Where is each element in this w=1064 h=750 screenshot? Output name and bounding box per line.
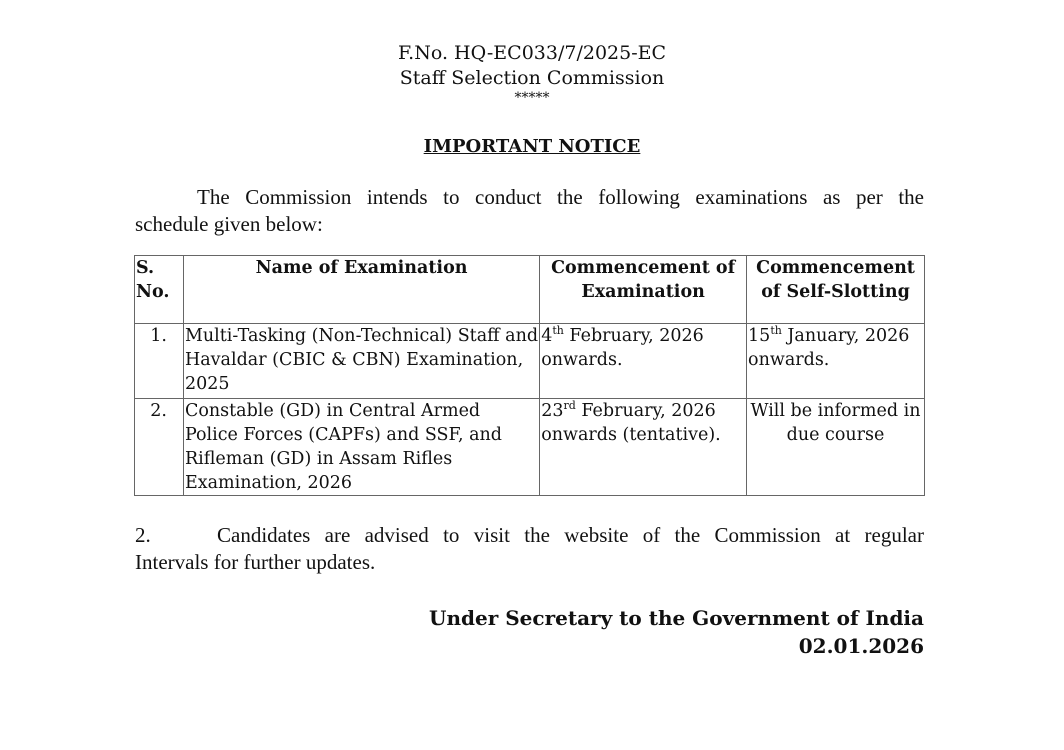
row-sno: 1. [135,324,184,399]
row-exam-name: Constable (GD) in Central Armed Police Forces (CAPFs) and SSF, and Rifleman (GD) in Assam Rifles Examination, 2026 [183,399,539,496]
header-self-slotting: Commencement of Self-Slotting [747,256,925,324]
exam-schedule-table [134,255,925,496]
file-number: F.No. HQ-EC033/7/2025-EC [397,42,667,64]
advisory-paragraph [135,522,924,576]
organization-name: Staff Selection Commission [399,67,665,89]
intro-paragraph [135,184,924,238]
row-exam-commencement: 4th February, 2026 onwards. [540,324,747,399]
signatory-designation: Under Secretary to the Government of India [429,606,924,630]
row-self-slotting: Will be informed in due course [747,399,925,496]
separator: ***** [514,90,550,106]
table-header-row [135,256,925,324]
row-sno: 2. [135,399,184,496]
header-exam-name: Name of Examination [183,256,539,324]
header-exam-commencement: Commencement of Examination [540,256,747,324]
table-row [135,324,925,399]
advisory-line-2: Intervals for further updates. [135,550,376,574]
intro-line-1: The Commission intends to conduct the following examinations as per the [197,185,924,209]
notice-title [0,136,1064,157]
notice-title-text: IMPORTANT NOTICE [423,136,641,157]
row-exam-commencement: 23rd February, 2026 onwards (tentative). [540,399,747,496]
notice-date: 02.01.2026 [798,634,924,658]
header-sno: S. No. [135,256,184,324]
paragraph-number: 2. [135,523,151,547]
signature-block [429,604,924,660]
row-self-slotting: 15th January, 2026 onwards. [747,324,925,399]
table-row [135,399,925,496]
intro-line-2: schedule given below: [135,212,323,236]
row-exam-name: Multi-Tasking (Non-Technical) Staff and Havaldar (CBIC & CBN) Examination, 2025 [183,324,539,399]
advisory-line-1: 2. Candidates are advised to visit the website of the Commission at regular [135,523,924,547]
